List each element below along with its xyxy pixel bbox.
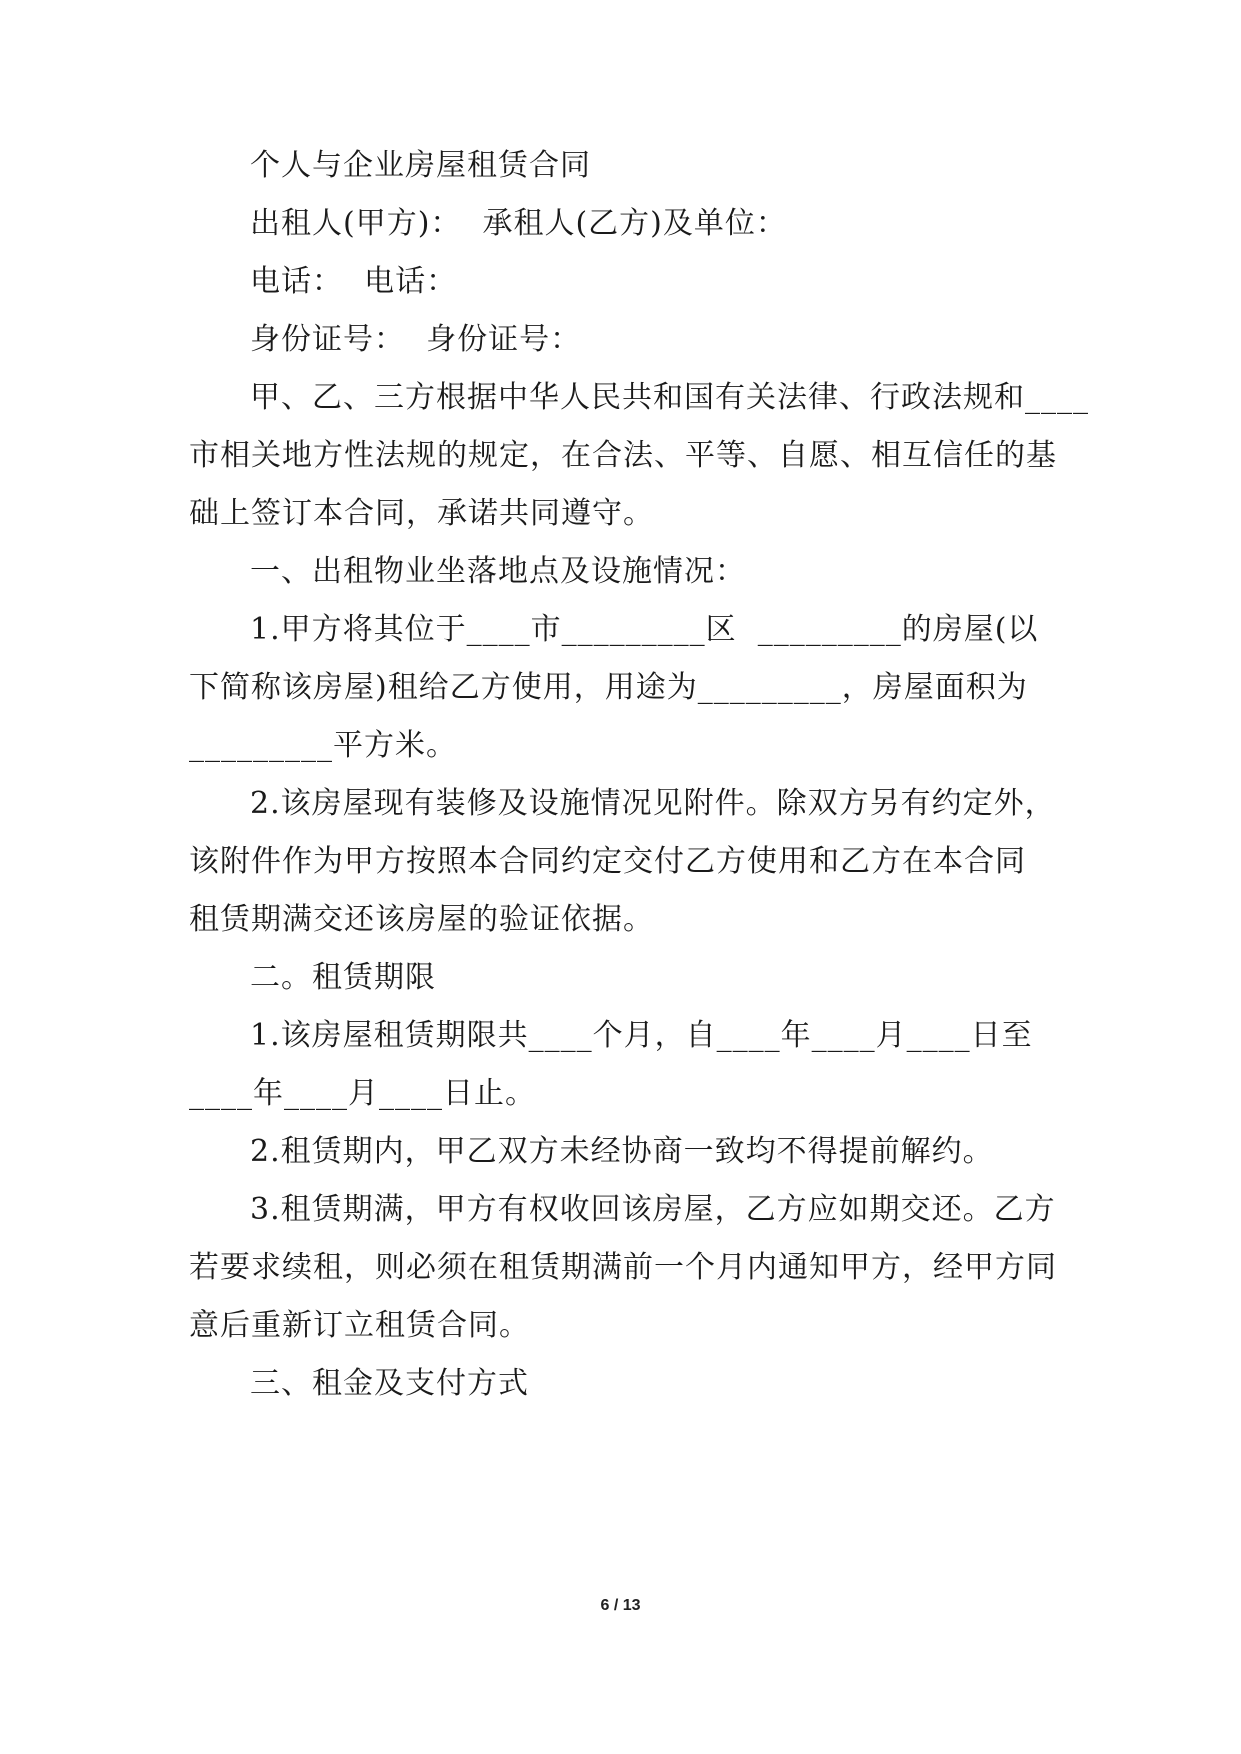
paragraph-line: 若要求续租，则必须在租赁期满前一个月内通知甲方，经甲方同 <box>189 1250 1057 1285</box>
paragraph-line: 市相关地方性法规的规定，在合法、平等、自愿、相互信任的基 <box>189 438 1057 473</box>
id-number-line: 身份证号： 身份证号： <box>250 322 582 357</box>
paragraph-line: 1.该房屋租赁期限共____个月，自____年____月____日至 <box>250 1018 1033 1053</box>
paragraph-line: 2.该房屋现有装修及设施情况见附件。除双方另有约定外， <box>250 786 1056 821</box>
section-heading: 一、出租物业坐落地点及设施情况： <box>250 554 746 589</box>
paragraph-line: 2.租赁期内，甲乙双方未经协商一致均不得提前解约。 <box>250 1134 994 1169</box>
paragraph-line: 1.甲方将其位于____市_________区 _________的房屋(以 <box>250 612 1039 647</box>
paragraph-line: 础上签订本合同，承诺共同遵守。 <box>189 496 654 531</box>
paragraph-line: 下简称该房屋)租给乙方使用，用途为_________，房屋面积为 <box>189 670 1028 705</box>
paragraph-line: 意后重新订立租赁合同。 <box>189 1308 530 1343</box>
paragraph-line: ____年____月____日止。 <box>189 1076 536 1111</box>
paragraph-line: 甲、乙、三方根据中华人民共和国有关法律、行政法规和____ <box>250 380 1089 415</box>
phone-line: 电话： 电话： <box>250 264 458 299</box>
section-heading: 二。租赁期限 <box>250 960 436 995</box>
section-heading: 三、租金及支付方式 <box>250 1366 529 1401</box>
paragraph-line: 3.租赁期满，甲方有权收回该房屋，乙方应如期交还。乙方 <box>250 1192 1056 1227</box>
document-title: 个人与企业房屋租赁合同 <box>250 148 591 183</box>
paragraph-line: 租赁期满交还该房屋的验证依据。 <box>189 902 654 937</box>
page-number: 6 / 13 <box>600 1597 641 1614</box>
paragraph-line: _________平方米。 <box>189 728 457 763</box>
paragraph-line: 该附件作为甲方按照本合同约定交付乙方使用和乙方在本合同 <box>189 844 1026 879</box>
lessor-lessee-line: 出租人(甲方)： 承租人(乙方)及单位： <box>250 206 787 241</box>
